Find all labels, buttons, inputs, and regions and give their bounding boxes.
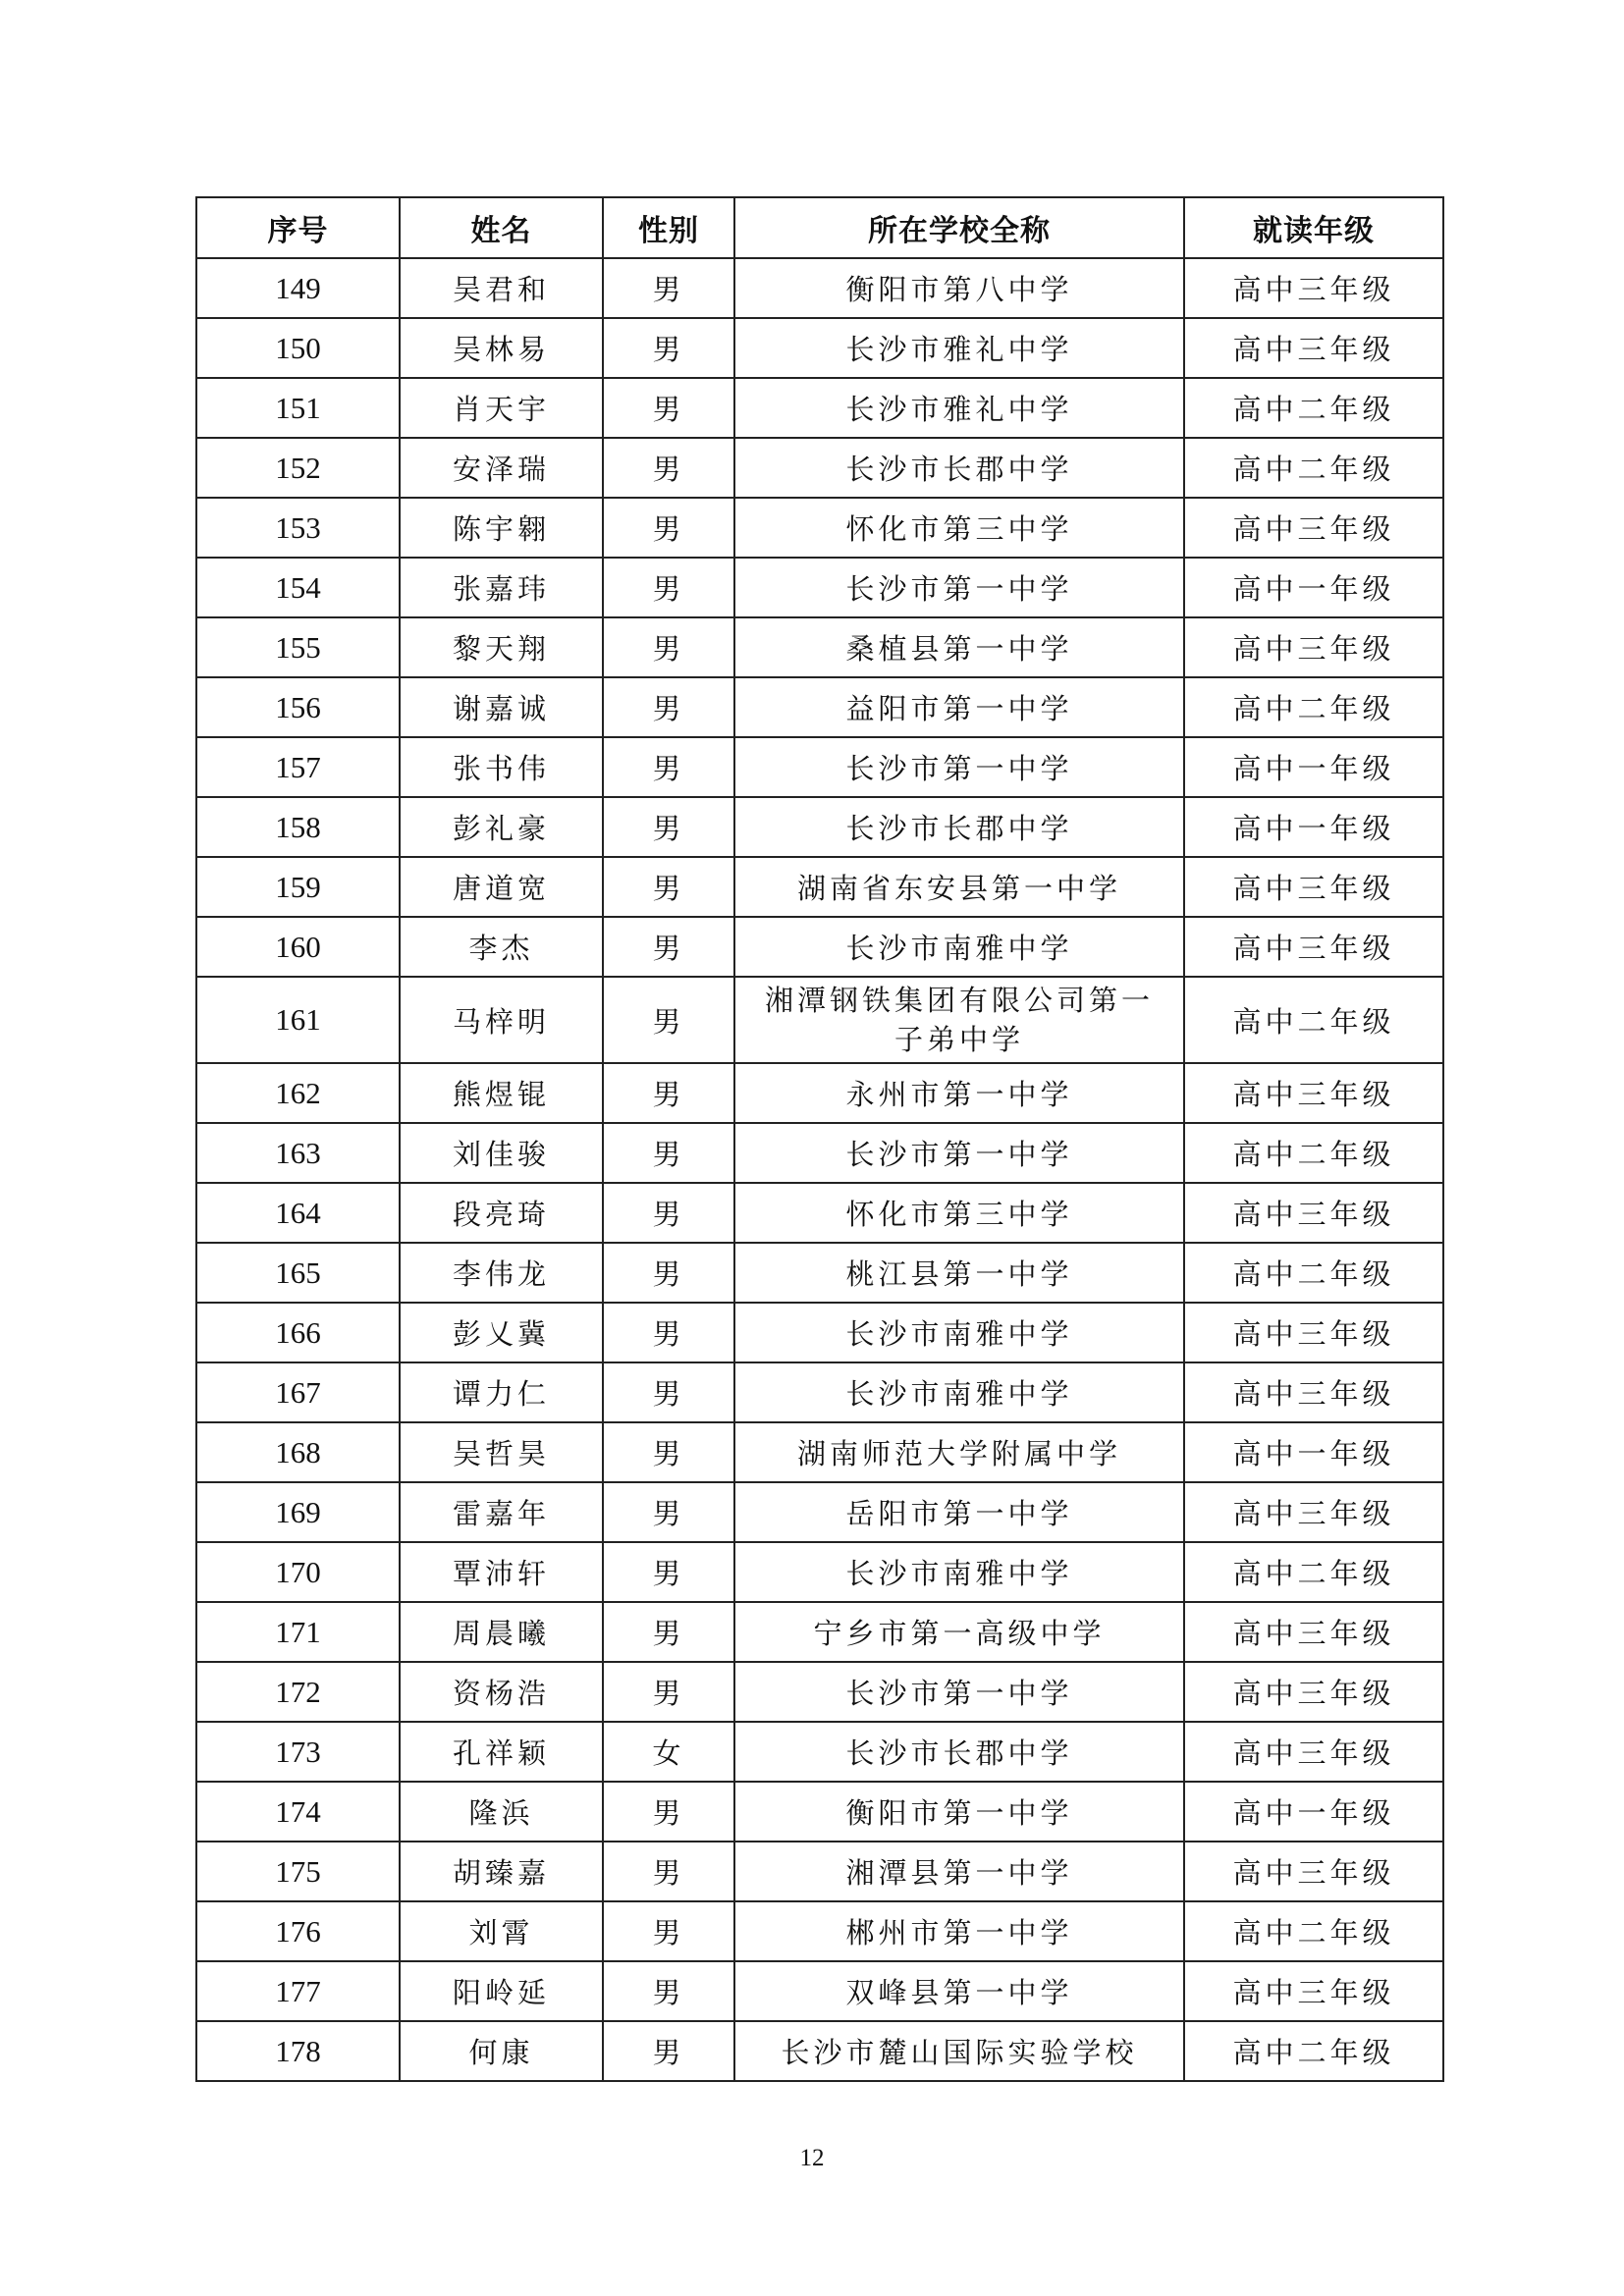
cell-grade: 高中二年级 (1184, 977, 1443, 1063)
cell-gender: 男 (603, 857, 734, 917)
cell-name: 李伟龙 (400, 1243, 603, 1303)
cell-grade: 高中三年级 (1184, 917, 1443, 977)
cell-gender: 男 (603, 677, 734, 737)
cell-grade: 高中三年级 (1184, 1662, 1443, 1722)
cell-no: 172 (196, 1662, 400, 1722)
cell-grade: 高中三年级 (1184, 498, 1443, 558)
cell-name: 资杨浩 (400, 1662, 603, 1722)
cell-no: 166 (196, 1303, 400, 1362)
table-row (196, 1362, 1443, 1422)
table-row (196, 677, 1443, 737)
cell-gender: 男 (603, 977, 734, 1063)
cell-gender: 男 (603, 318, 734, 378)
cell-school: 永州市第一中学 (734, 1063, 1184, 1123)
table-row (196, 797, 1443, 857)
cell-grade: 高中三年级 (1184, 1183, 1443, 1243)
table-row (196, 378, 1443, 438)
cell-no: 168 (196, 1422, 400, 1482)
page-number: 12 (799, 2145, 825, 2171)
cell-name: 覃沛轩 (400, 1542, 603, 1602)
cell-name: 段亮琦 (400, 1183, 603, 1243)
cell-grade: 高中三年级 (1184, 1063, 1443, 1123)
header-school: 所在学校全称 (734, 197, 1184, 258)
cell-school: 长沙市长郡中学 (734, 797, 1184, 857)
cell-gender: 男 (603, 1123, 734, 1183)
cell-gender: 男 (603, 1961, 734, 2021)
cell-gender: 男 (603, 1422, 734, 1482)
cell-gender: 男 (603, 1542, 734, 1602)
cell-school: 长沙市雅礼中学 (734, 318, 1184, 378)
cell-grade: 高中二年级 (1184, 1901, 1443, 1961)
table-row (196, 1123, 1443, 1183)
cell-name: 彭礼豪 (400, 797, 603, 857)
cell-gender: 男 (603, 1362, 734, 1422)
cell-school: 桑植县第一中学 (734, 617, 1184, 677)
cell-grade: 高中三年级 (1184, 258, 1443, 318)
cell-school: 湘潭钢铁集团有限公司第一子弟中学 (734, 977, 1184, 1063)
cell-grade: 高中一年级 (1184, 558, 1443, 617)
cell-no: 162 (196, 1063, 400, 1123)
cell-gender: 男 (603, 1482, 734, 1542)
cell-no: 150 (196, 318, 400, 378)
cell-no: 173 (196, 1722, 400, 1782)
cell-school: 怀化市第三中学 (734, 498, 1184, 558)
table-row (196, 977, 1443, 1063)
cell-name: 肖天宇 (400, 378, 603, 438)
table-row (196, 857, 1443, 917)
cell-grade: 高中三年级 (1184, 1362, 1443, 1422)
cell-no: 160 (196, 917, 400, 977)
cell-gender: 男 (603, 917, 734, 977)
student-roster-table (195, 196, 1444, 2082)
cell-school: 衡阳市第一中学 (734, 1782, 1184, 1842)
cell-name: 孔祥颖 (400, 1722, 603, 1782)
cell-no: 175 (196, 1842, 400, 1901)
header-no: 序号 (196, 197, 400, 258)
cell-grade: 高中二年级 (1184, 2021, 1443, 2081)
cell-grade: 高中一年级 (1184, 1422, 1443, 1482)
cell-gender: 男 (603, 1602, 734, 1662)
table-row (196, 917, 1443, 977)
table-row (196, 1901, 1443, 1961)
table-row (196, 438, 1443, 498)
cell-no: 159 (196, 857, 400, 917)
cell-no: 149 (196, 258, 400, 318)
cell-grade: 高中三年级 (1184, 1602, 1443, 1662)
cell-grade: 高中三年级 (1184, 1842, 1443, 1901)
cell-no: 174 (196, 1782, 400, 1842)
cell-gender: 男 (603, 498, 734, 558)
table-row (196, 258, 1443, 318)
cell-grade: 高中二年级 (1184, 1123, 1443, 1183)
cell-school: 衡阳市第八中学 (734, 258, 1184, 318)
table-row (196, 1542, 1443, 1602)
cell-school: 长沙市长郡中学 (734, 1722, 1184, 1782)
table-row (196, 1422, 1443, 1482)
cell-school: 长沙市第一中学 (734, 737, 1184, 797)
table-row (196, 1602, 1443, 1662)
cell-school: 长沙市雅礼中学 (734, 378, 1184, 438)
cell-name: 张书伟 (400, 737, 603, 797)
cell-name: 吴君和 (400, 258, 603, 318)
cell-school: 长沙市长郡中学 (734, 438, 1184, 498)
header-name: 姓名 (400, 197, 603, 258)
cell-grade: 高中二年级 (1184, 677, 1443, 737)
cell-school: 湖南师范大学附属中学 (734, 1422, 1184, 1482)
cell-school: 长沙市南雅中学 (734, 917, 1184, 977)
cell-name: 雷嘉年 (400, 1482, 603, 1542)
cell-name: 谢嘉诚 (400, 677, 603, 737)
cell-name: 李杰 (400, 917, 603, 977)
cell-school: 长沙市第一中学 (734, 1662, 1184, 1722)
cell-school: 宁乡市第一高级中学 (734, 1602, 1184, 1662)
cell-grade: 高中二年级 (1184, 1542, 1443, 1602)
cell-no: 171 (196, 1602, 400, 1662)
table-header-row (196, 197, 1443, 258)
cell-school: 双峰县第一中学 (734, 1961, 1184, 2021)
table-row (196, 1782, 1443, 1842)
table-row (196, 1482, 1443, 1542)
cell-no: 176 (196, 1901, 400, 1961)
cell-name: 刘霄 (400, 1901, 603, 1961)
cell-school: 长沙市第一中学 (734, 558, 1184, 617)
cell-grade: 高中一年级 (1184, 737, 1443, 797)
cell-gender: 男 (603, 617, 734, 677)
cell-name: 陈宇翱 (400, 498, 603, 558)
cell-gender: 男 (603, 438, 734, 498)
cell-name: 周晨曦 (400, 1602, 603, 1662)
table-row (196, 1303, 1443, 1362)
cell-grade: 高中二年级 (1184, 1243, 1443, 1303)
cell-no: 167 (196, 1362, 400, 1422)
cell-name: 胡臻嘉 (400, 1842, 603, 1901)
cell-no: 153 (196, 498, 400, 558)
table-row (196, 1961, 1443, 2021)
cell-no: 165 (196, 1243, 400, 1303)
cell-school: 湘潭县第一中学 (734, 1842, 1184, 1901)
cell-school: 长沙市第一中学 (734, 1123, 1184, 1183)
header-gender: 性别 (603, 197, 734, 258)
cell-grade: 高中三年级 (1184, 1482, 1443, 1542)
cell-gender: 男 (603, 1063, 734, 1123)
cell-name: 唐道宽 (400, 857, 603, 917)
cell-name: 张嘉玮 (400, 558, 603, 617)
cell-no: 170 (196, 1542, 400, 1602)
cell-school: 长沙市南雅中学 (734, 1303, 1184, 1362)
cell-no: 178 (196, 2021, 400, 2081)
cell-no: 152 (196, 438, 400, 498)
cell-gender: 男 (603, 1243, 734, 1303)
cell-grade: 高中一年级 (1184, 797, 1443, 857)
cell-name: 吴林易 (400, 318, 603, 378)
cell-name: 黎天翔 (400, 617, 603, 677)
cell-name: 吴哲昊 (400, 1422, 603, 1482)
table-row (196, 1243, 1443, 1303)
cell-grade: 高中三年级 (1184, 1961, 1443, 2021)
cell-no: 151 (196, 378, 400, 438)
cell-name: 阳岭延 (400, 1961, 603, 2021)
table-row (196, 1063, 1443, 1123)
cell-school: 长沙市南雅中学 (734, 1362, 1184, 1422)
cell-gender: 女 (603, 1722, 734, 1782)
table-row (196, 1662, 1443, 1722)
cell-no: 158 (196, 797, 400, 857)
cell-gender: 男 (603, 1662, 734, 1722)
cell-name: 彭乂冀 (400, 1303, 603, 1362)
cell-school: 长沙市麓山国际实验学校 (734, 2021, 1184, 2081)
cell-grade: 高中三年级 (1184, 857, 1443, 917)
cell-name: 熊煜锟 (400, 1063, 603, 1123)
cell-school: 益阳市第一中学 (734, 677, 1184, 737)
table-row (196, 2021, 1443, 2081)
table-row (196, 737, 1443, 797)
table-row (196, 498, 1443, 558)
cell-gender: 男 (603, 1782, 734, 1842)
cell-gender: 男 (603, 2021, 734, 2081)
cell-grade: 高中三年级 (1184, 617, 1443, 677)
cell-no: 156 (196, 677, 400, 737)
table-row (196, 617, 1443, 677)
table-row (196, 558, 1443, 617)
table-row (196, 1722, 1443, 1782)
cell-gender: 男 (603, 1842, 734, 1901)
cell-grade: 高中二年级 (1184, 378, 1443, 438)
cell-gender: 男 (603, 1303, 734, 1362)
cell-no: 154 (196, 558, 400, 617)
cell-no: 177 (196, 1961, 400, 2021)
cell-grade: 高中三年级 (1184, 1722, 1443, 1782)
cell-name: 何康 (400, 2021, 603, 2081)
cell-name: 马梓明 (400, 977, 603, 1063)
cell-name: 谭力仁 (400, 1362, 603, 1422)
cell-gender: 男 (603, 258, 734, 318)
cell-name: 安泽瑞 (400, 438, 603, 498)
cell-no: 157 (196, 737, 400, 797)
cell-grade: 高中二年级 (1184, 438, 1443, 498)
cell-gender: 男 (603, 797, 734, 857)
cell-grade: 高中三年级 (1184, 1303, 1443, 1362)
cell-grade: 高中一年级 (1184, 1782, 1443, 1842)
cell-no: 155 (196, 617, 400, 677)
cell-gender: 男 (603, 558, 734, 617)
table-row (196, 1183, 1443, 1243)
cell-no: 161 (196, 977, 400, 1063)
cell-school: 长沙市南雅中学 (734, 1542, 1184, 1602)
cell-school: 桃江县第一中学 (734, 1243, 1184, 1303)
cell-grade: 高中三年级 (1184, 318, 1443, 378)
cell-no: 164 (196, 1183, 400, 1243)
cell-school: 郴州市第一中学 (734, 1901, 1184, 1961)
cell-gender: 男 (603, 1183, 734, 1243)
header-grade: 就读年级 (1184, 197, 1443, 258)
cell-school: 岳阳市第一中学 (734, 1482, 1184, 1542)
cell-gender: 男 (603, 737, 734, 797)
cell-name: 刘佳骏 (400, 1123, 603, 1183)
cell-no: 169 (196, 1482, 400, 1542)
cell-gender: 男 (603, 1901, 734, 1961)
cell-gender: 男 (603, 378, 734, 438)
cell-name: 隆浜 (400, 1782, 603, 1842)
table-row (196, 318, 1443, 378)
cell-no: 163 (196, 1123, 400, 1183)
cell-school: 湖南省东安县第一中学 (734, 857, 1184, 917)
cell-school: 怀化市第三中学 (734, 1183, 1184, 1243)
table-row (196, 1842, 1443, 1901)
